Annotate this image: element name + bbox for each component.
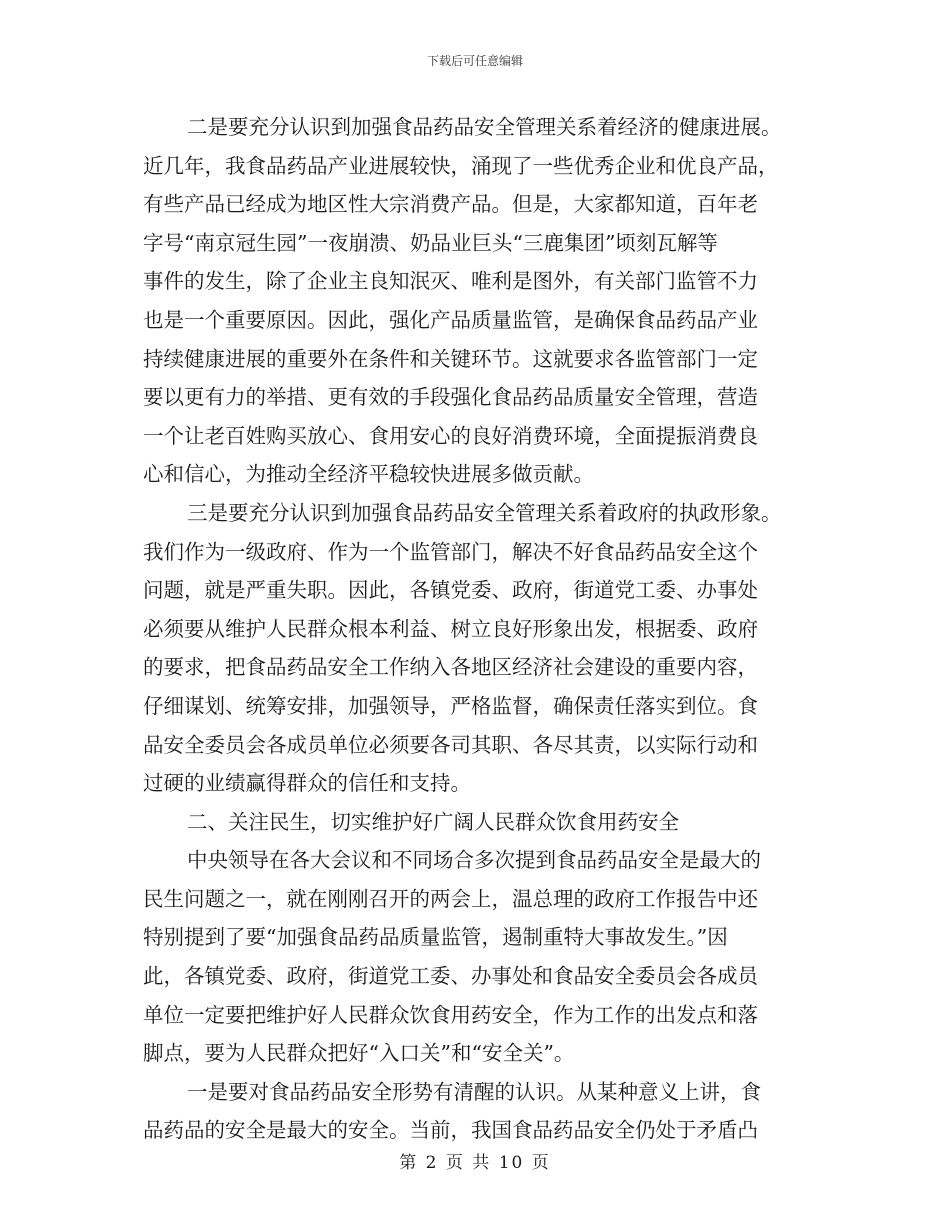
text-line: 单位一定要把维护好人民群众饮食用药安全，作为工作的出发点和落 <box>143 1002 758 1027</box>
paragraph-first-line: 一是要对食品药品安全形势有清醒的认识。从某种意义上讲，食 <box>187 1079 761 1104</box>
text-line: 过硬的业绩赢得群众的信任和支持。 <box>143 771 471 796</box>
text-line: 的要求，把食品药品安全工作纳入各地区经济社会建设的重要内容， <box>143 655 758 680</box>
text-line: 品药品的安全是最大的安全。当前，我国食品药品安全仍处于矛盾凸 <box>143 1118 758 1143</box>
text-line: 字号“南京冠生园”一夜崩溃、奶品业巨头“三鹿集团”顷刻瓦解等 <box>143 230 718 255</box>
text-line: 脚点，要为人民群众把好“入口关”和“安全关”。 <box>143 1041 575 1066</box>
text-line: 心和信心，为推动全经济平稳较快进展多做贡献。 <box>143 462 594 487</box>
page-footer: 第 2 页 共 10 页 <box>399 1153 551 1173</box>
paragraph-first-line: 三是要充分认识到加强食品药品安全管理关系着政府的执政形象。 <box>187 500 782 525</box>
text-line: 仔细谋划、统筹安排，加强领导，严格监督，确保责任落实到位。食 <box>143 693 758 718</box>
text-line: 问题，就是严重失职。因此，各镇党委、政府，街道党工委、办事处 <box>143 578 758 603</box>
text-line: 特别提到了要“加强食品药品质量监管，遏制重特大事故发生。”因 <box>143 925 728 950</box>
text-line: 必须要从维护人民群众根本利益、树立良好形象出发，根据委、政府 <box>143 616 758 641</box>
document-body <box>143 108 809 1150</box>
paragraph-first-line: 中央领导在各大会议和不同场合多次提到食品药品安全是最大的 <box>187 848 761 873</box>
text-line: 要以更有力的举措、更有效的手段强化食品药品质量安全管理，营造 <box>143 385 758 410</box>
text-line: 品安全委员会各成员单位必须要各司其职、各尽其责，以实际行动和 <box>143 732 758 757</box>
text-line: 有些产品已经成为地区性大宗消费产品。但是，大家都知道，百年老 <box>143 192 758 217</box>
text-line: 持续健康进展的重要外在条件和关键环节。这就要求各监管部门一定 <box>143 346 758 371</box>
paragraph-first-line: 二是要充分认识到加强食品药品安全管理关系着经济的健康进展。 <box>187 115 782 139</box>
page-header: 下载后可任意编辑 <box>426 54 523 68</box>
text-line: 我们作为一级政府、作为一个监管部门，解决不好食品药品安全这个 <box>143 539 758 564</box>
text-line: 民生问题之一，就在刚刚召开的两会上，温总理的政府工作报告中还 <box>143 886 758 911</box>
text-line: 事件的发生，除了企业主良知泯灭、唯利是图外，有关部门监管不力 <box>143 269 758 294</box>
text-line: 一个让老百姓购买放心、食用安心的良好消费环境，全面提振消费良 <box>143 423 758 448</box>
text-line: 近几年，我食品药品产业进展较快，涌现了一些优秀企业和优良产品， <box>143 153 779 178</box>
text-line: 也是一个重要原因。因此，强化产品质量监管，是确保食品药品产业 <box>143 307 758 332</box>
text-line: 此，各镇党委、政府，街道党工委、办事处和食品安全委员会各成员 <box>143 964 758 989</box>
paragraph-first-line: 二、关注民生，切实维护好广阔人民群众饮食用药安全 <box>187 809 679 834</box>
